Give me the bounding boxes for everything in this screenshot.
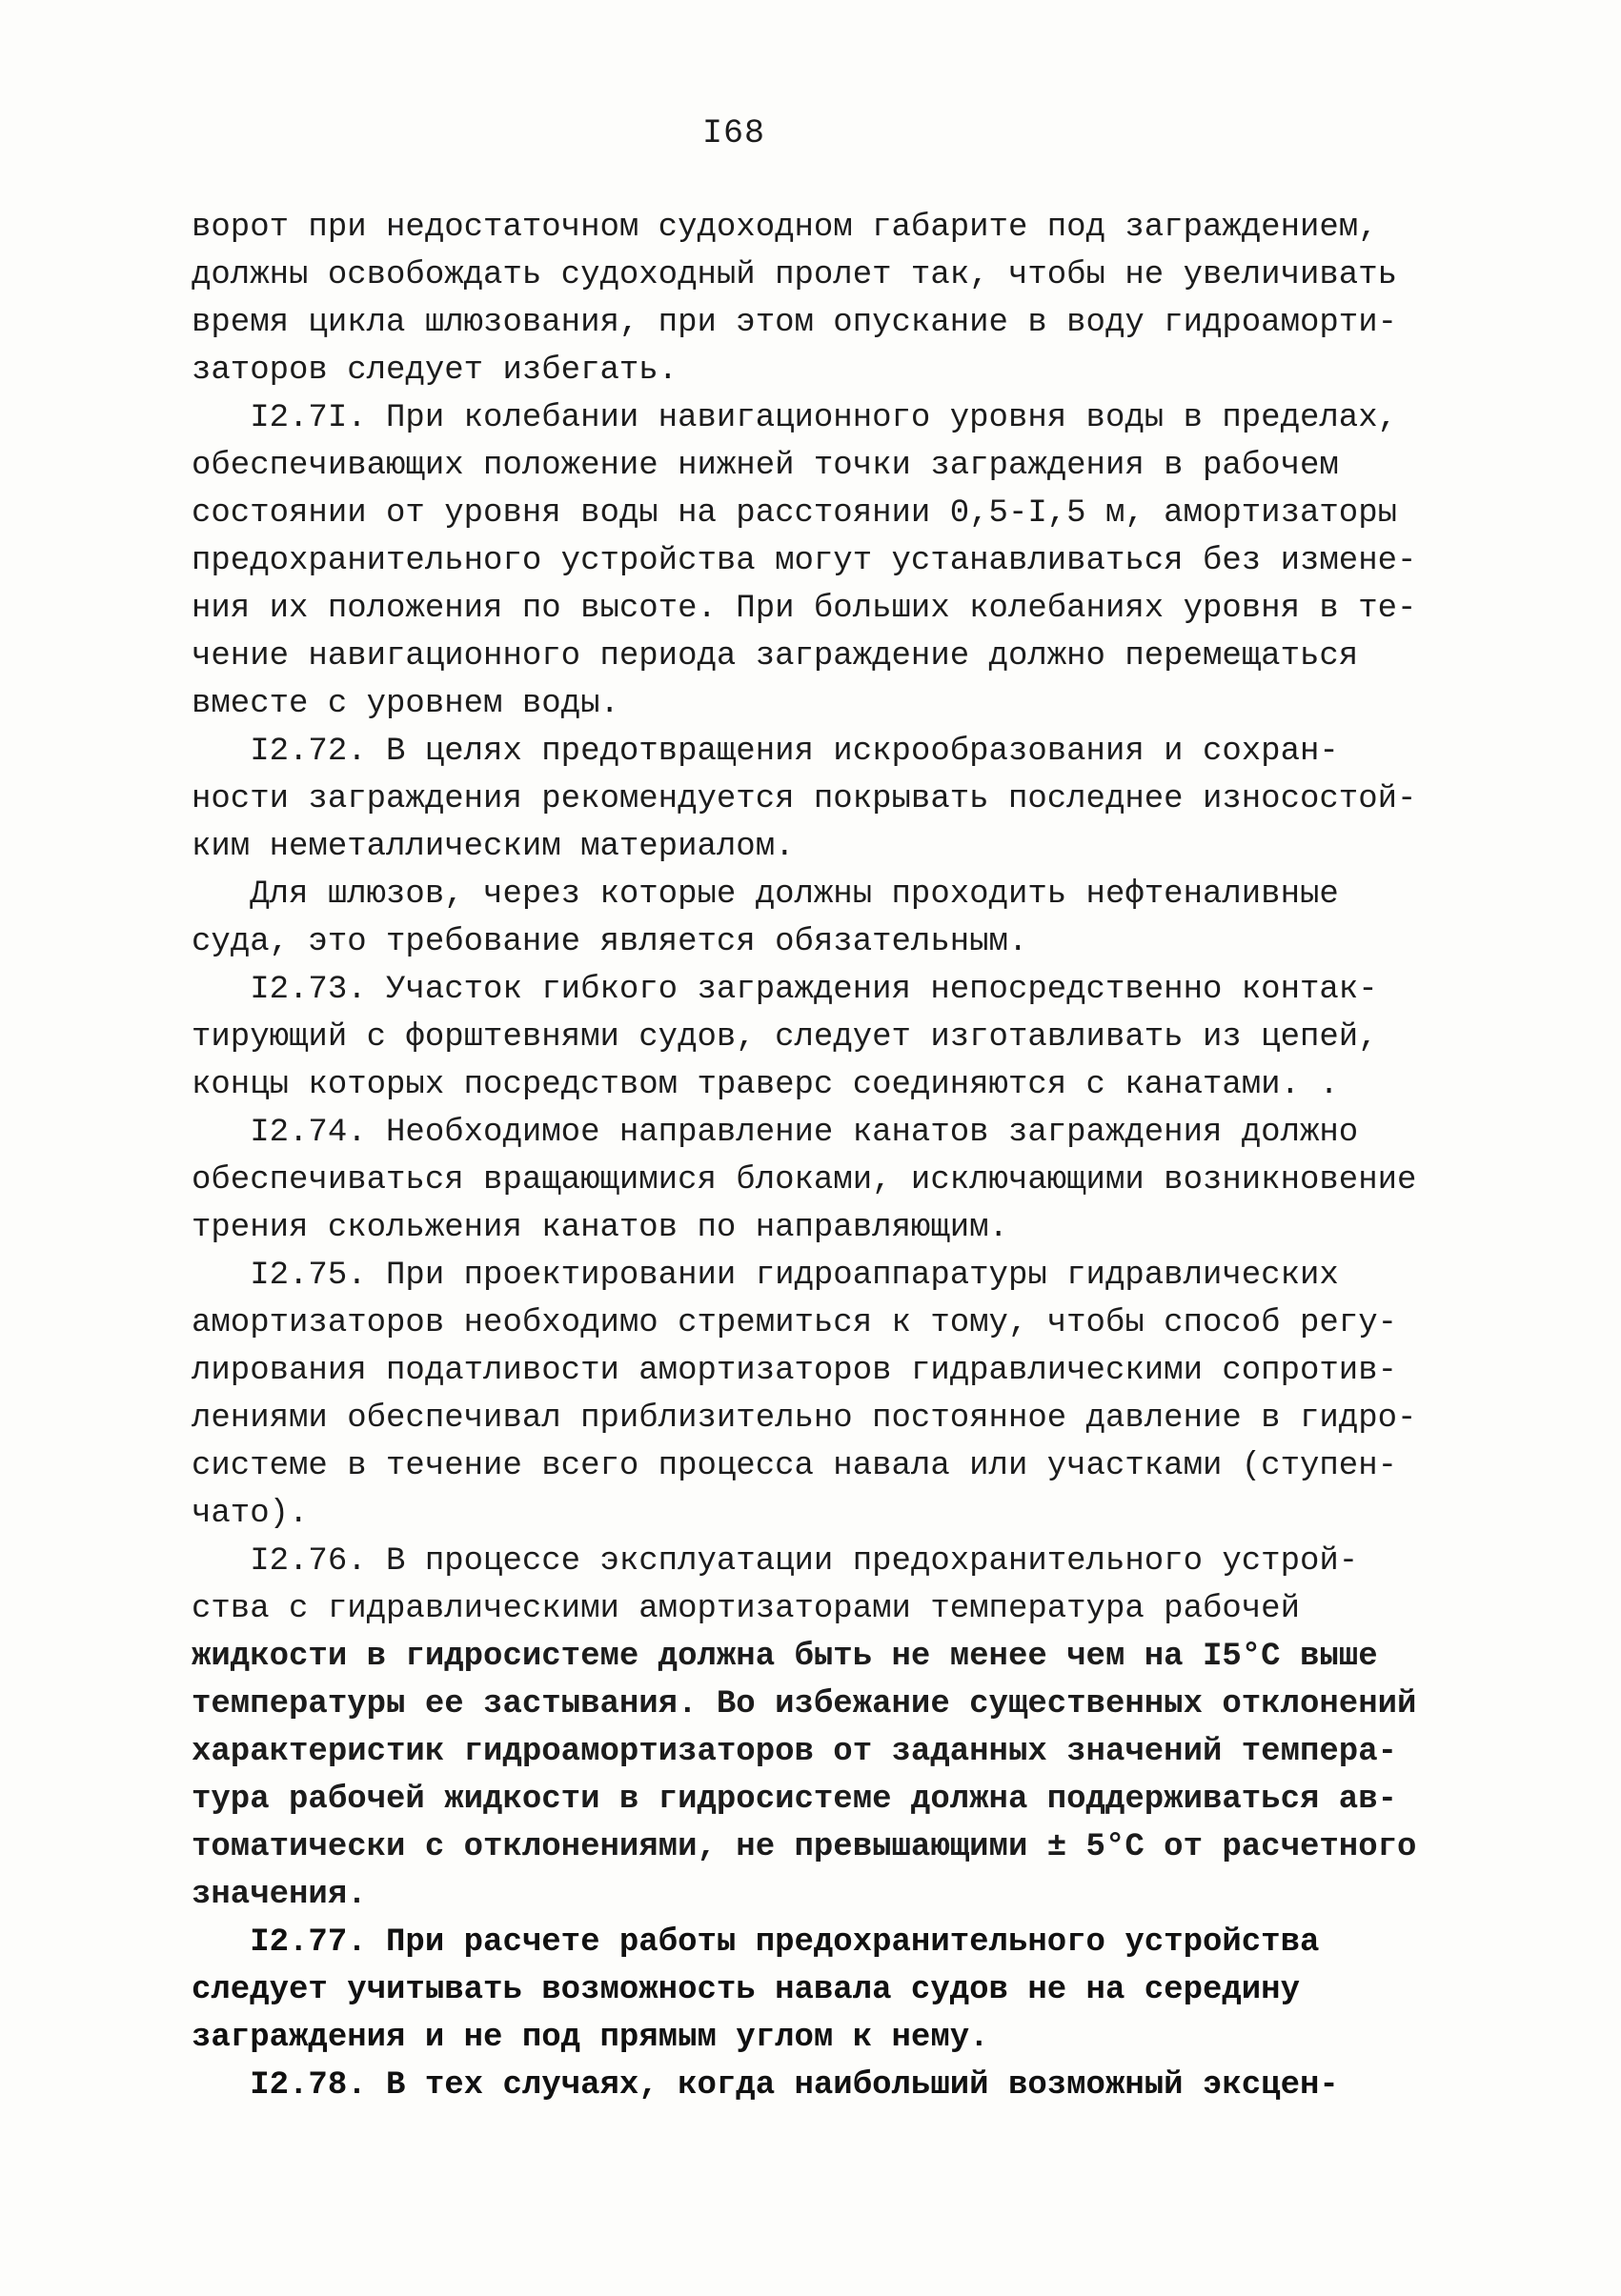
text-line: суда, это требование является обязательным. bbox=[192, 924, 1028, 960]
text-line: ворот при недостаточном судоходном габарите под заграждением, bbox=[192, 210, 1378, 246]
text-line: I2.74. Необходимое направление канатов заграждения должно bbox=[192, 1115, 1359, 1151]
text-line: чато). bbox=[192, 1496, 309, 1532]
text-line: время цикла шлюзования, при этом опускание в воду гидроаморти- bbox=[192, 305, 1398, 341]
text-line: предохранительного устройства могут устанавливаться без измене- bbox=[192, 543, 1417, 579]
text-line: ния их положения по высоте. При больших колебаниях уровня в те- bbox=[192, 591, 1417, 627]
text-line: чение навигационного периода заграждение должно перемещаться bbox=[192, 638, 1359, 675]
text-line: следует учитывать возможность навала судов не на середину bbox=[192, 1972, 1300, 2008]
text-line: жидкости в гидросистеме должна быть не менее чем на I5°С выше bbox=[192, 1639, 1378, 1675]
text-line: температуры ее застывания. Во избежание существенных отклонений bbox=[192, 1686, 1417, 1722]
body-text bbox=[192, 204, 1449, 2109]
text-line: I2.78. В тех случаях, когда наибольший возможный эксцен- bbox=[192, 2067, 1339, 2104]
page-number: I68 bbox=[701, 114, 765, 152]
text-line: вместе с уровнем воды. bbox=[192, 686, 619, 722]
text-line: значения. bbox=[192, 1877, 367, 1913]
text-line: характеристик гидроамортизаторов от заданных значений темпера- bbox=[192, 1734, 1398, 1770]
text-line: состоянии от уровня воды на расстоянии 0,5-I,5 м, амортизаторы bbox=[192, 495, 1398, 532]
text-line: лениями обеспечивал приблизительно постоянное давление в гидро- bbox=[192, 1400, 1417, 1437]
text-line: системе в течение всего процесса навала или участками (ступен- bbox=[192, 1448, 1398, 1484]
text-line: заграждения и не под прямым углом к нему. bbox=[192, 2020, 989, 2056]
text-line: должны освобождать судоходный пролет так, чтобы не увеличивать bbox=[192, 257, 1398, 293]
text-line: I2.73. Участок гибкого заграждения непосредственно контак- bbox=[192, 972, 1378, 1008]
text-line: I2.7I. При колебании навигационного уровня воды в пределах, bbox=[192, 400, 1398, 436]
text-line: обеспечивающих положение нижней точки заграждения в рабочем bbox=[192, 448, 1339, 484]
text-line: ства с гидравлическими амортизаторами температура рабочей bbox=[192, 1591, 1300, 1627]
text-line: тура рабочей жидкости в гидросистеме должна поддерживаться ав- bbox=[192, 1782, 1398, 1818]
text-line: концы которых посредством траверс соединяются с канатами. . bbox=[192, 1067, 1339, 1103]
text-line: Для шлюзов, через которые должны проходить нефтеналивные bbox=[192, 876, 1339, 913]
text-line: заторов следует избегать. bbox=[192, 352, 679, 389]
text-line: томатически с отклонениями, не превышающими ± 5°С от расчетного bbox=[192, 1829, 1417, 1865]
text-line: ким неметаллическим материалом. bbox=[192, 829, 795, 865]
text-line: обеспечиваться вращающимися блоками, исключающими возникновение bbox=[192, 1162, 1417, 1198]
text-line: ности заграждения рекомендуется покрывать последнее износостой- bbox=[192, 781, 1417, 817]
text-line: I2.75. При проектировании гидроаппаратуры гидравлических bbox=[192, 1258, 1339, 1294]
text-line: I2.77. При расчете работы предохранительного устройства bbox=[192, 1924, 1320, 1961]
text-line: амортизаторов необходимо стремиться к тому, чтобы способ регу- bbox=[192, 1305, 1398, 1341]
text-line: трения скольжения канатов по направляющим. bbox=[192, 1210, 1008, 1246]
text-line: I2.76. В процессе эксплуатации предохранительного устрой- bbox=[192, 1543, 1359, 1580]
text-line: I2.72. В целях предотвращения искрообразования и сохран- bbox=[192, 734, 1339, 770]
text-line: тирующий с форштевнями судов, следует изготавливать из цепей, bbox=[192, 1019, 1378, 1056]
text-line: лирования податливости амортизаторов гидравлическими сопротив- bbox=[192, 1353, 1398, 1389]
